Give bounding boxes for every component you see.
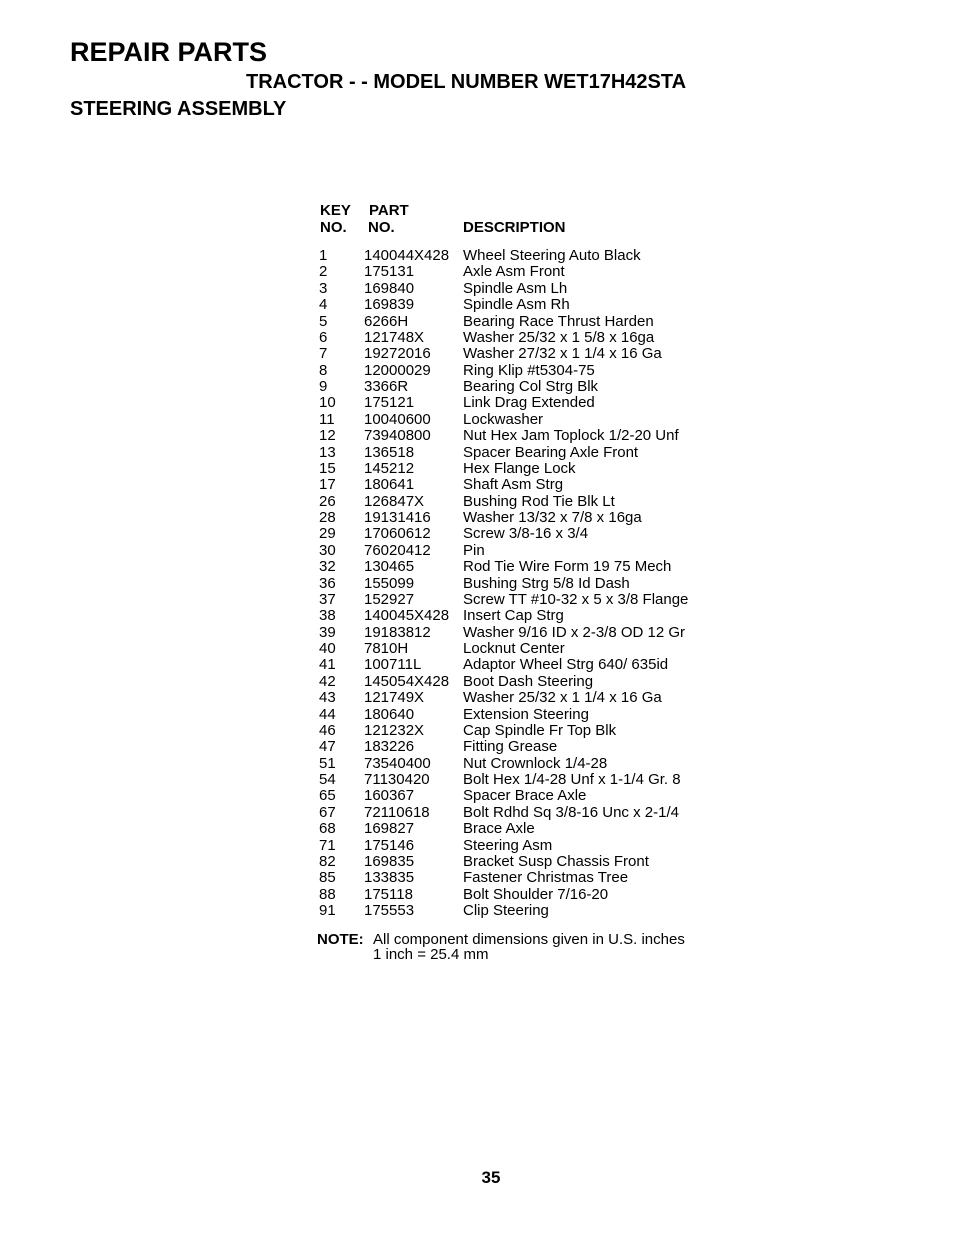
part-description: Spacer Bearing Axle Front: [463, 443, 639, 461]
header-part-bottom: NO.: [368, 219, 395, 236]
part-description: Bolt Hex 1/4-28 Unf x 1-1/4 Gr. 8: [463, 771, 681, 788]
note-label: NOTE:: [317, 931, 364, 948]
part-key-no: 82: [319, 852, 336, 870]
part-description: Spindle Asm Rh: [463, 296, 570, 314]
part-description: Bearing Race Thrust Harden: [463, 312, 654, 330]
part-description: Bearing Col Strg Blk: [463, 378, 599, 395]
part-no: 152927: [364, 590, 415, 608]
part-key-no: 65: [319, 787, 336, 805]
part-description: Extension Steering: [463, 705, 589, 723]
part-no: 155099: [364, 574, 415, 592]
part-no: 7810H: [364, 640, 409, 657]
part-key-no: 54: [319, 771, 336, 788]
note-line-2: 1 inch = 25.4 mm: [373, 946, 489, 963]
part-key-no: 9: [319, 378, 328, 395]
part-no: 17060612: [364, 525, 431, 543]
part-key-no: 29: [319, 525, 336, 543]
part-key-no: 5: [319, 312, 328, 330]
part-key-no: 12: [319, 427, 336, 445]
part-description: Bracket Susp Chassis Front: [463, 852, 649, 870]
part-no: 169840: [364, 279, 415, 297]
part-no: 71130420: [364, 771, 430, 788]
part-no: 175118: [364, 885, 413, 903]
part-key-no: 4: [319, 296, 328, 314]
header-part-top: PART: [369, 202, 409, 219]
part-key-no: 88: [319, 885, 336, 903]
part-description: Bushing Strg 5/8 Id Dash: [463, 574, 630, 592]
part-key-no: 1: [319, 247, 328, 264]
part-key-no: 46: [319, 721, 336, 739]
part-key-no: 32: [319, 558, 336, 576]
part-no: 133835: [364, 869, 415, 887]
part-description: Washer 25/32 x 1 1/4 x 16 Ga: [463, 689, 662, 707]
part-key-no: 30: [319, 541, 336, 559]
part-no: 160367: [364, 787, 415, 805]
part-description: Pin: [463, 541, 485, 559]
part-no: 175131: [364, 263, 415, 281]
part-description: Washer 27/32 x 1 1/4 x 16 Ga: [463, 345, 662, 363]
part-key-no: 91: [319, 902, 336, 919]
part-description: Clip Steering: [463, 902, 549, 919]
note-line-1: All component dimensions given in U.S. inches: [373, 931, 685, 948]
part-description: Nut Crownlock 1/4-28: [463, 754, 608, 772]
part-no: 19183812: [364, 623, 431, 641]
part-description: Adaptor Wheel Strg 640/ 635id: [463, 656, 669, 674]
part-key-no: 47: [319, 738, 336, 756]
part-description: Screw 3/8-16 x 3/4: [463, 525, 589, 543]
part-key-no: 3: [319, 279, 328, 297]
part-no: 10040600: [364, 410, 431, 428]
part-key-no: 85: [319, 869, 336, 887]
part-description: Ring Klip #t5304-75: [463, 361, 595, 379]
part-no: 121748X: [364, 328, 425, 346]
part-no: 169827: [364, 820, 415, 838]
part-no: 121232X: [364, 721, 425, 739]
part-no: 169839: [364, 296, 415, 314]
part-no: 130465: [364, 558, 415, 576]
part-no: 145212: [364, 459, 415, 477]
header-key-top: KEY: [320, 202, 351, 219]
part-description: Cap Spindle Fr Top Blk: [463, 721, 617, 739]
part-no: 183226: [364, 738, 415, 756]
part-key-no: 36: [319, 574, 336, 592]
part-description: Lockwasher: [463, 410, 544, 428]
part-description: Brace Axle: [463, 820, 535, 838]
part-no: 3366R: [364, 378, 409, 395]
part-no: 73540400: [364, 754, 431, 772]
part-description: Washer 9/16 ID x 2-3/8 OD 12 Gr: [463, 623, 686, 641]
part-no: 140044X428: [364, 247, 450, 264]
part-description: Shaft Asm Strg: [463, 476, 564, 494]
part-no: 136518: [364, 443, 415, 461]
part-no: 121749X: [364, 689, 425, 707]
part-description: Fastener Christmas Tree: [463, 869, 629, 887]
part-key-no: 10: [319, 394, 336, 412]
section-title: STEERING ASSEMBLY: [70, 98, 287, 120]
part-description: Spindle Asm Lh: [463, 279, 568, 297]
part-no: 73940800: [364, 427, 431, 445]
part-no: 175146: [364, 836, 415, 854]
part-no: 12000029: [364, 361, 431, 379]
part-description: Bolt Rdhd Sq 3/8-16 Unc x 2-1/4: [463, 803, 679, 821]
part-no: 180641: [364, 476, 415, 494]
part-no: 6266H: [364, 312, 409, 330]
part-key-no: 43: [319, 689, 336, 707]
part-no: 126847X: [364, 492, 425, 510]
part-key-no: 42: [319, 672, 336, 690]
header-key-bottom: NO.: [320, 219, 347, 236]
part-description: Nut Hex Jam Toplock 1/2-20 Unf: [463, 427, 679, 445]
part-no: 19131416: [364, 509, 431, 526]
part-description: Locknut Center: [463, 640, 565, 657]
part-description: Hex Flange Lock: [463, 459, 576, 477]
part-description: Bolt Shoulder 7/16-20: [463, 885, 609, 903]
part-description: Washer 25/32 x 1 5/8 x 16ga: [463, 328, 655, 346]
model-title: TRACTOR - - MODEL NUMBER WET17H42STA: [246, 71, 687, 93]
part-key-no: 37: [319, 590, 336, 608]
part-description: Link Drag Extended: [463, 394, 595, 412]
part-no: 180640: [364, 705, 415, 723]
part-description: Axle Asm Front: [463, 263, 565, 281]
page-number: 35: [481, 1168, 501, 1187]
part-description: Rod Tie Wire Form 19 75 Mech: [463, 558, 672, 576]
part-description: Washer 13/32 x 7/8 x 16ga: [463, 509, 642, 526]
part-key-no: 71: [319, 836, 336, 854]
part-key-no: 17: [319, 476, 336, 494]
part-key-no: 51: [319, 754, 336, 772]
part-description: Insert Cap Strg: [463, 607, 564, 625]
part-key-no: 13: [319, 443, 336, 461]
part-key-no: 39: [319, 623, 336, 641]
part-key-no: 15: [319, 459, 336, 477]
part-no: 100711L: [364, 656, 422, 674]
part-key-no: 6: [319, 328, 328, 346]
part-no: 76020412: [364, 541, 431, 559]
part-description: Screw TT #10-32 x 5 x 3/8 Flange: [463, 590, 689, 608]
part-description: Fitting Grease: [463, 738, 558, 756]
part-key-no: 41: [319, 656, 336, 674]
part-key-no: 44: [319, 705, 336, 723]
part-key-no: 11: [319, 410, 335, 428]
part-key-no: 2: [319, 263, 328, 281]
part-description: Boot Dash Steering: [463, 672, 594, 690]
part-key-no: 26: [319, 492, 336, 510]
part-key-no: 8: [319, 361, 328, 379]
part-key-no: 68: [319, 820, 336, 838]
part-key-no: 67: [319, 803, 336, 821]
part-key-no: 40: [319, 640, 336, 657]
part-no: 175553: [364, 902, 415, 919]
part-key-no: 7: [319, 345, 328, 363]
part-description: Steering Asm: [463, 836, 553, 854]
part-no: 19272016: [364, 345, 431, 363]
part-description: Spacer Brace Axle: [463, 787, 587, 805]
part-description: Bushing Rod Tie Blk Lt: [463, 492, 615, 510]
part-description: Wheel Steering Auto Black: [463, 247, 641, 264]
part-no: 140045X428: [364, 607, 450, 625]
part-no: 145054X428: [364, 672, 450, 690]
part-no: 72110618: [364, 803, 430, 821]
header-description: DESCRIPTION: [463, 219, 566, 236]
part-no: 169835: [364, 852, 415, 870]
page-title: REPAIR PARTS: [70, 37, 268, 67]
part-key-no: 28: [319, 509, 336, 526]
part-key-no: 38: [319, 607, 336, 625]
part-no: 175121: [364, 394, 415, 412]
